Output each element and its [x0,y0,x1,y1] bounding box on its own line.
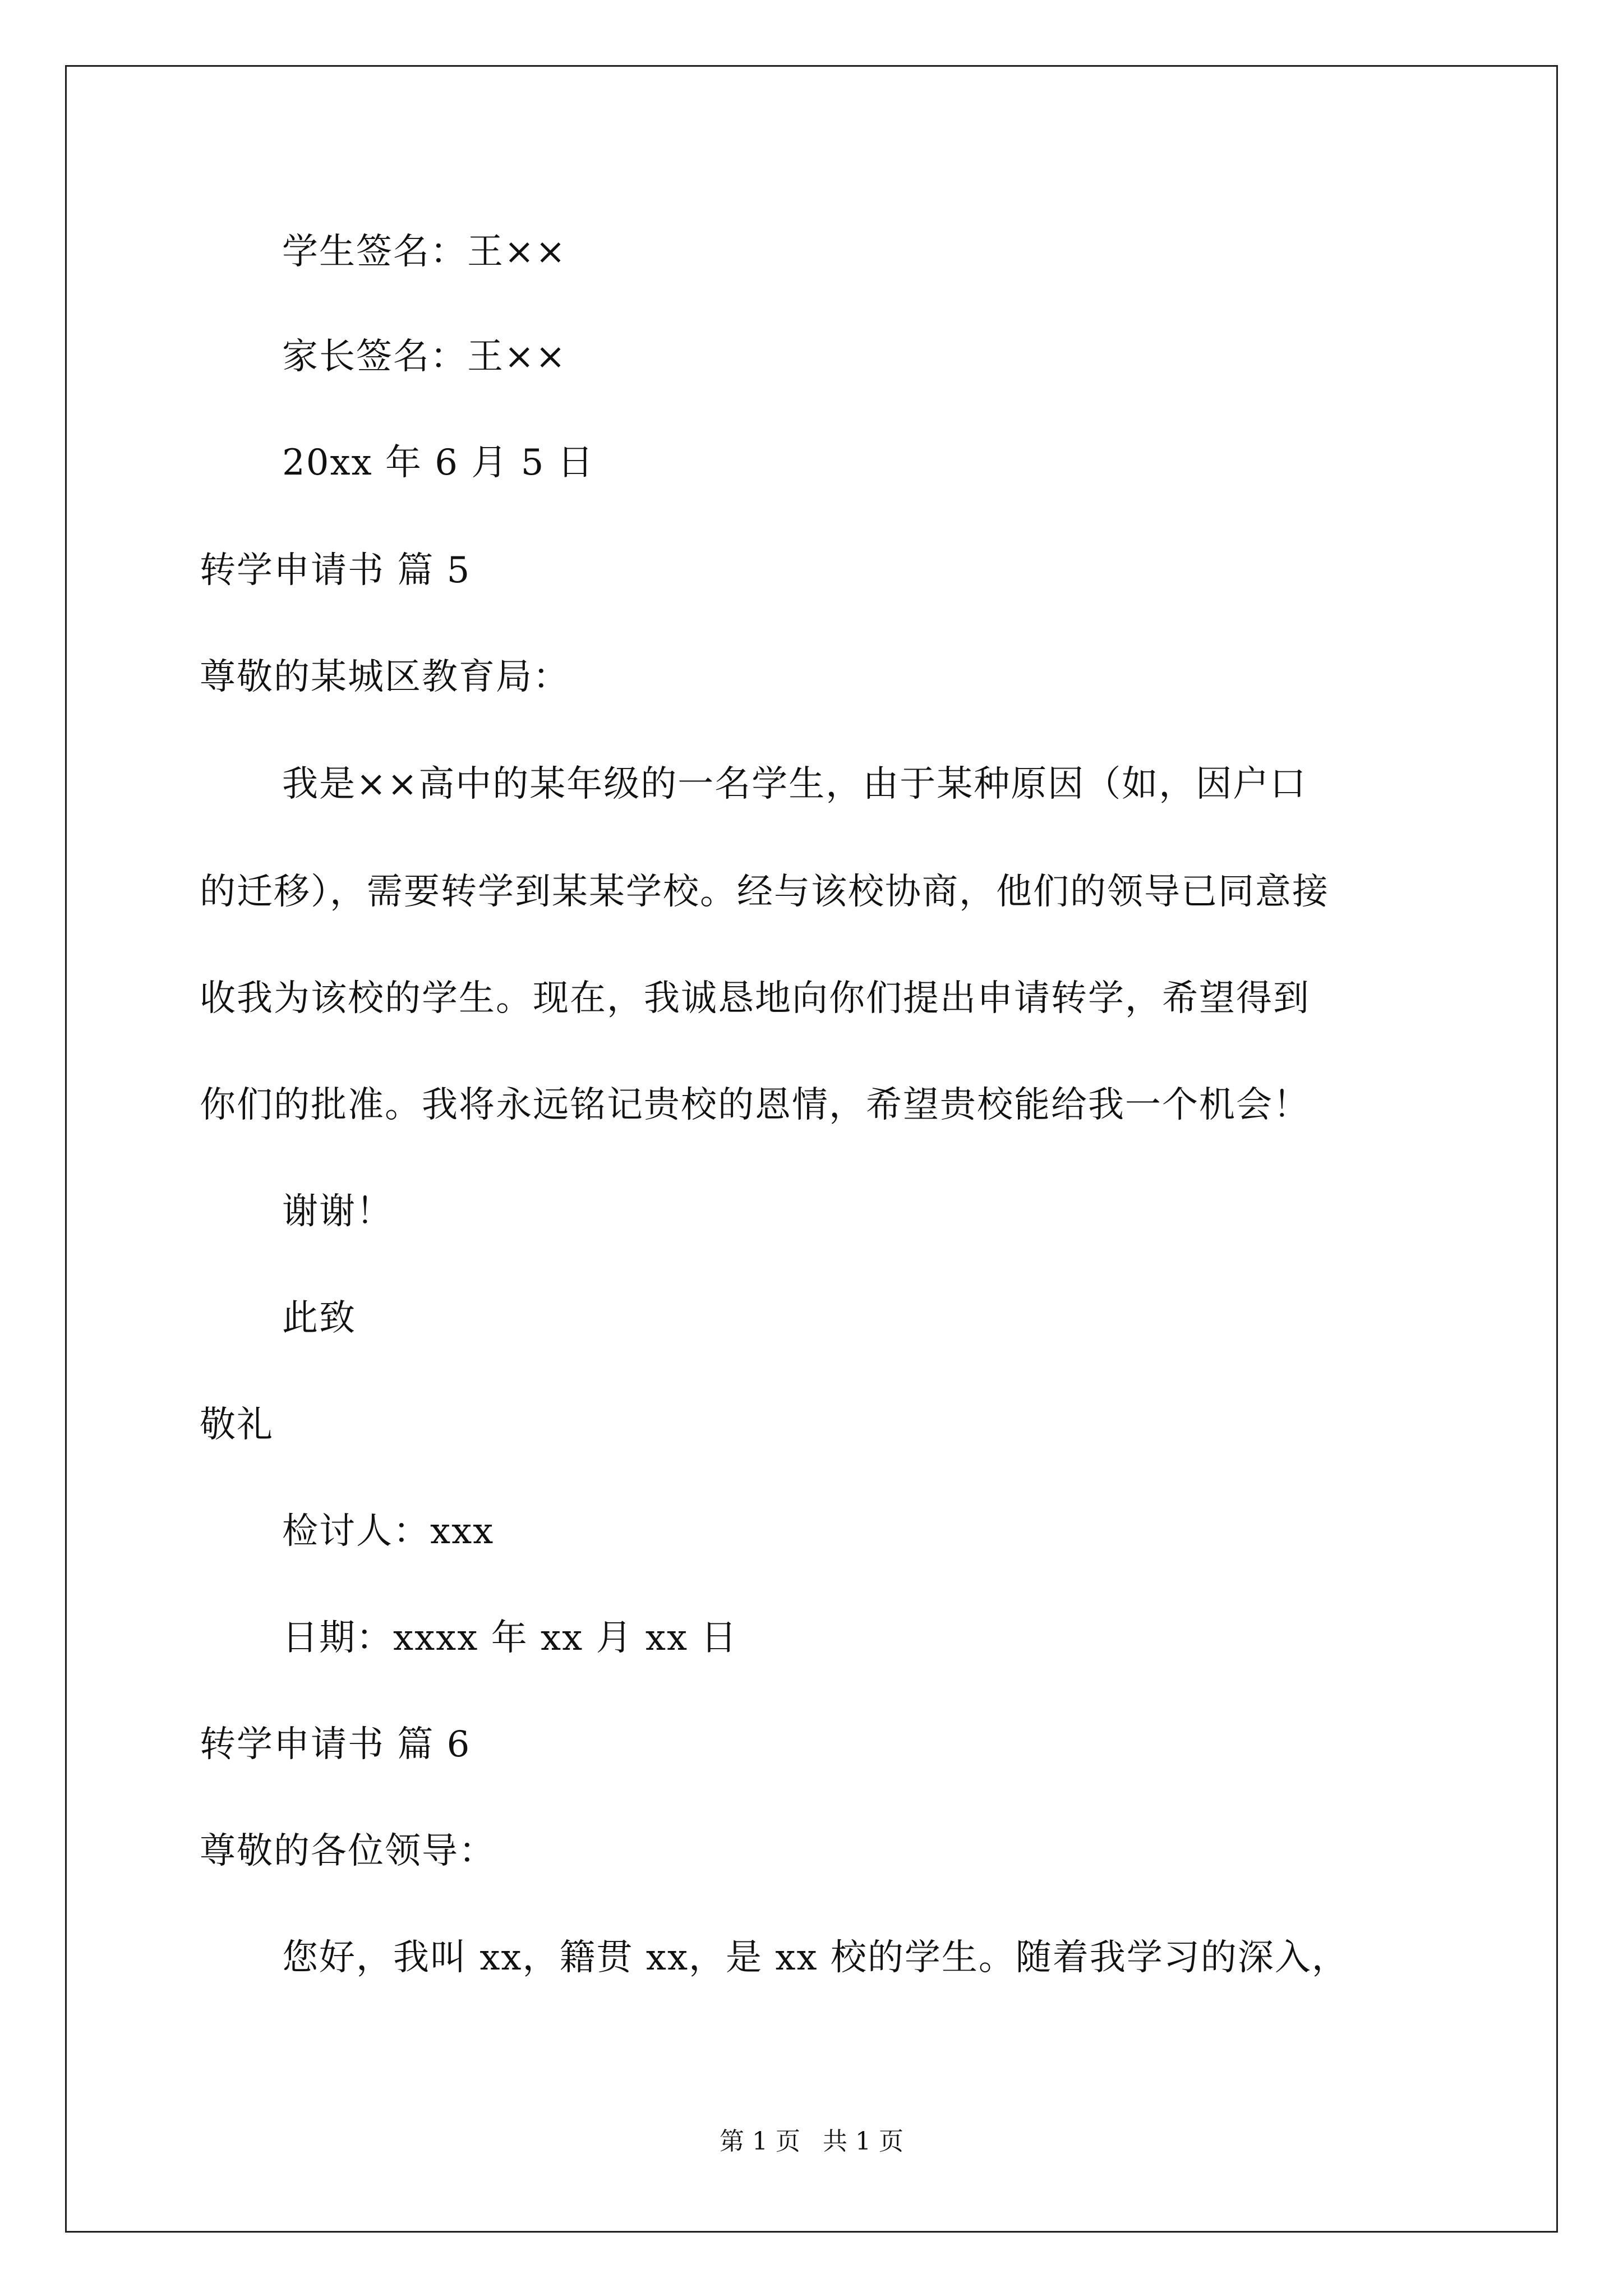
body-paragraph-line: 收我为该校的学生。现在，我诚恳地向你们提出申请转学，希望得到 [200,978,1310,1019]
student-signature: 学生签名：王×× [282,231,567,273]
page-border [65,65,1558,2233]
body-paragraph-line: 您好，我叫 xx，籍贯 xx，是 xx 校的学生。随着我学习的深入， [282,1937,1349,1978]
body-paragraph-line: 我是××高中的某年级的一名学生，由于某种原因（如，因户口 [282,763,1307,805]
date-line: 日期：xxxx 年 xx 月 xx 日 [282,1617,738,1659]
closing-jingli: 敬礼 [200,1404,274,1446]
parent-signature: 家长签名：王×× [282,336,567,378]
body-paragraph-line: 的迁移），需要转学到某某学校。经与该校协商，他们的领导已同意接 [200,871,1329,913]
page-total: 共 1 页 [823,2127,903,2156]
section-heading-5: 转学申请书 篇 5 [200,550,471,591]
section-heading-6: 转学申请书 篇 6 [200,1724,471,1765]
body-paragraph-line: 你们的批准。我将永远铭记贵校的恩情，希望贵校能给我一个机会！ [200,1084,1310,1126]
salutation: 尊敬的各位领导： [200,1830,496,1872]
page-footer [0,2129,1623,2154]
salutation: 尊敬的某城区教育局： [200,656,570,698]
author-line: 检讨人：xxx [282,1511,495,1552]
page-number: 第 1 页 [720,2127,800,2156]
date-line: 20xx 年 6 月 5 日 [282,442,594,484]
thanks: 谢谢！ [282,1191,393,1232]
closing-cizhi: 此致 [282,1297,356,1339]
